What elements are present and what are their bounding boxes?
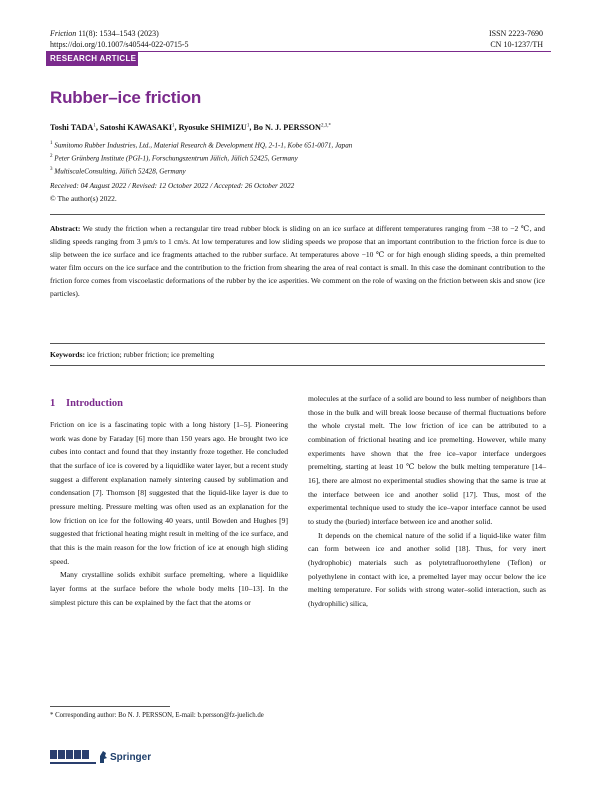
springer-logo: Springer: [110, 752, 152, 763]
paragraph: Many crystalline solids exhibit surface premelting, where a liquidlike layer forms at the surface before the whole body melts [10–13]. In the simplest picture this can be explained by the fact that the atoms or: [50, 570, 288, 607]
paragraph: molecules at the surface of a solid are bound to less number of neighbors than those in the bulk and will break loose because of thermal fluctuations before the whole crystal melt. The low friction of ice can be attributed to a combination of frictional heating and ice premelting. However, while many experiments have shown that the free ice–vapor interface undergoes premelting, starting at least 10 ℃ below the bulk melting temperature [14–16], there are almost no experimental studies showing that the same is true at the interface between ice and another solid [17]. Thus, most of the experimental technique used to study the ice–vapor interface cannot be used to study the (buried) interface between ice and another solid.: [308, 394, 546, 526]
author-list: Toshi TADA$^1$, Satoshi KAWASAKI$^1$, Ryosuke SHIMIZU$^1$, Bo N. J. $PERSSON^{2,3,*}$: [50, 123, 331, 132]
author: Satoshi KAWASAKI: [99, 123, 173, 132]
author: Bo N. J. PERSSON: [253, 123, 321, 132]
affiliation: $^1$ Sumitomo Rubber Industries, Ltd., Material Research & Development HQ, 2-1-1, Kobe 651-0071, Japan: [50, 141, 353, 150]
paper-title: Rubber–ice friction: [50, 88, 202, 107]
springer-horse-icon: [98, 750, 108, 764]
affiliation: $^3$ MultiscaleConsulting, Jülich 52428, Germany: [50, 167, 186, 176]
divider: [50, 365, 545, 366]
doi-link[interactable]: https://doi.org/10.1007/s40544-022-0715-5: [50, 40, 189, 49]
divider: [50, 343, 545, 344]
footnote-rule: [50, 706, 170, 707]
tsinghua-press-logo: [50, 748, 98, 768]
paragraph: Friction on ice is a fascinating topic with a long history [1–5]. Pioneering work was done by Faraday [6] more than 150 years ago. He brought two ice cubes into contact and found that they instantly froze together. He concluded that the surface of ice is covered by a liquidlike water layer, but a recent study suggest a different explanation namely sintering caused by sublimation and condensation [7]. Thomson [8] suggested that the liquid-like layer is due to pressure melting. Pressure melting was often used as an explanation for the low friction on ice for the following 40 years, until Bowden and Hughes [9] suggested that frictional heating might result in melting of the ice surface, and that this is the main reason for the low friction of ice at enough high sliding speed.: [50, 420, 288, 566]
author: Ryosuke SHIMIZU: [178, 123, 247, 132]
abstract: [50, 222, 545, 301]
author: Toshi TADA: [50, 123, 94, 132]
right-column: [308, 392, 546, 611]
abstract-label: Abstract:: [50, 224, 81, 233]
divider: [50, 214, 545, 215]
cn-number: CN 10-1237/TH: [490, 40, 543, 49]
section-heading: 1 Introduction: [50, 398, 123, 409]
paragraph: It depends on the chemical nature of the solid if a liquid-like water film can form between ice and another solid [18]. Thus, for very inert (hydrophobic) materials such as polytetrafluoroethylene (Teflon) or polyethylene in contact with ice, a premelted layer may occur below the ice melting temperature. For solids with strong water–solid interaction, such as (hydrophilic) silica,: [308, 530, 546, 608]
left-column: [50, 418, 288, 609]
abstract-text: We study the friction when a rectangular tire tread rubber block is sliding on an ice surface at different temperatures ranging from −38 to −2 ℃, and sliding speeds ranging from 3 μm/s to 1 cm/s. At low temperatures and low sliding speeds we propose that an important contribution to the friction force is due to slip between the ice surface and ice fragments attached to the rubber surface. At temperatures above −10 ℃ or for high enough sliding speeds, a thin premelted water film occurs on the ice surface and the contribution to the friction from shearing the area of real contact is small. In this case the dominant contribution to the friction force comes from viscoelastic deformations of the rubber by the ice asperities. We comment on the role of waxing on the friction between skis and snow (ice particles).: [50, 224, 545, 299]
keywords: Keywords: ice friction; rubber friction; ice premelting: [50, 350, 215, 359]
article-type-badge: RESEARCH ARTICLE: [46, 52, 138, 66]
corresponding-author-footnote: * Corresponding author: Bo N. J. PERSSON, E-mail: b.persson@fz-juelich.de: [50, 712, 264, 719]
copyright: © The author(s) 2022.: [50, 194, 117, 203]
journal-citation: Friction 11(8): 1534–1543 (2023): [50, 29, 159, 38]
received-dates: Received: 04 August 2022 / Revised: 12 October 2022 / Accepted: 26 October 2022: [50, 181, 295, 190]
issn: ISSN 2223-7690: [488, 29, 543, 38]
affiliation: $^2$ Peter Grünberg Institute (PGI-1), Forschungszentrum Jülich, Jülich 52425, Germany: [50, 154, 298, 163]
